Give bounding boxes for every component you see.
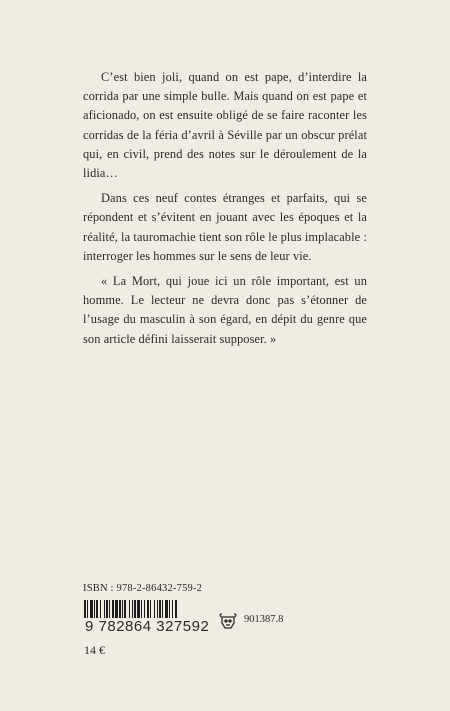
back-cover-blurb	[83, 68, 367, 355]
publisher-bull-icon	[218, 613, 238, 631]
blurb-paragraph-3: « La Mort, qui joue ici un rôle important, est un homme. Le lecteur ne devra donc pas s’étonner de l’usage du masculin à son égard, en dépit du genre que son article défini laisserait supposer. »	[83, 274, 367, 346]
price-label: 14 €	[84, 643, 105, 657]
barcode-side-code: 901387.8	[244, 614, 284, 625]
blurb-paragraph-2: Dans ces neuf contes étranges et parfaits, qui se répondent et s’évitent en jouant avec les époques et la réalité, la tauromachie tient son rôle le plus implacable : interroger les hommes sur le sens de leur vie.	[83, 191, 367, 263]
isbn-label: ISBN : 978-2-86432-759-2	[83, 583, 203, 594]
blurb-paragraph-1: C’est bien joli, quand on est pape, d’interdire la corrida par une simple bulle. Mais quand on est pape et aficionado, on est ensuite obligé de se faire raconter les corridas de la féria d’avril à Séville par un obscur prélat qui, en civil, prend des notes sur le déroulement de la lidia…	[83, 70, 367, 181]
barcode-digits: 9 782864 327592	[85, 618, 210, 635]
